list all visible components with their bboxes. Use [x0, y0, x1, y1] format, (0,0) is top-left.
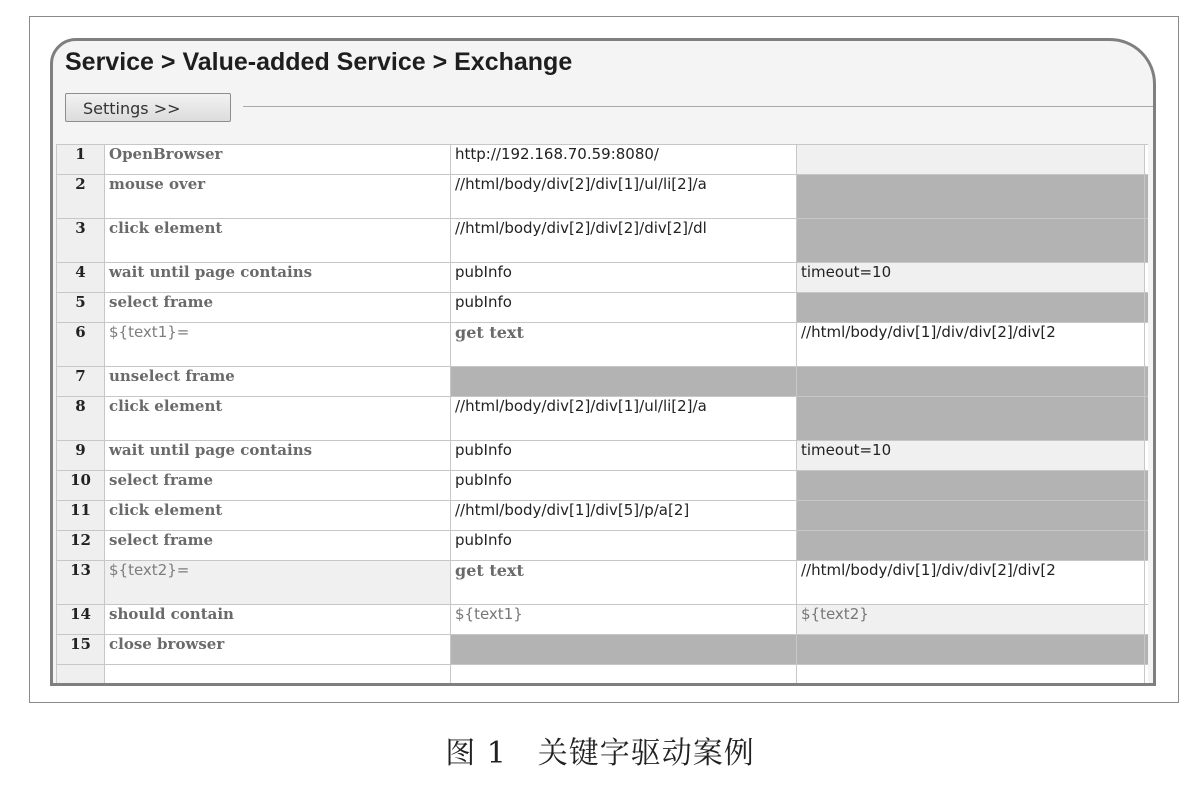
empty-cell[interactable]: [797, 501, 1145, 531]
row-number: 1: [57, 145, 105, 175]
row-number: 3: [57, 219, 105, 263]
empty-cell[interactable]: [797, 175, 1145, 219]
keyword-cell[interactable]: wait until page contains: [105, 441, 451, 471]
table-row: [57, 175, 1149, 219]
table-row: [57, 367, 1149, 397]
table-row: [57, 605, 1149, 635]
keyword-cell[interactable]: unselect frame: [105, 367, 451, 397]
argument-cell[interactable]: //html/body/div[1]/div/div[2]/div[2: [797, 323, 1145, 367]
table-row: [57, 145, 1149, 175]
figure-caption: 图 1 关键字驱动案例: [445, 736, 755, 771]
table-row: [57, 263, 1149, 293]
table-row: [57, 531, 1149, 561]
argument-cell[interactable]: //html/body/div[1]/div[5]/p/a[2]: [451, 501, 797, 531]
editor-panel: [50, 38, 1156, 686]
breadcrumb: Service > Value-added Service > Exchange: [65, 48, 573, 76]
keyword-cell[interactable]: select frame: [105, 531, 451, 561]
argument-cell[interactable]: //html/body/div[2]/div[2]/div[2]/dl: [451, 219, 797, 263]
row-number: 7: [57, 367, 105, 397]
keyword-cell[interactable]: wait until page contains: [105, 263, 451, 293]
table-row: [57, 501, 1149, 531]
table-row: [57, 665, 1149, 685]
argument-cell[interactable]: ${text2}: [797, 605, 1145, 635]
row-number: 10: [57, 471, 105, 501]
row-number: 14: [57, 605, 105, 635]
argument-cell[interactable]: http://192.168.70.59:8080/: [451, 145, 797, 175]
empty-cell[interactable]: [797, 531, 1145, 561]
keyword-cell[interactable]: click element: [105, 219, 451, 263]
keyword-cell[interactable]: mouse over: [105, 175, 451, 219]
empty-cell[interactable]: [451, 635, 797, 665]
table-row: [57, 293, 1149, 323]
empty-cell[interactable]: [797, 397, 1145, 441]
row-number: 13: [57, 561, 105, 605]
variable-cell[interactable]: ${text1}=: [105, 323, 451, 367]
keyword-cell[interactable]: get text: [451, 323, 797, 367]
argument-cell[interactable]: //html/body/div[2]/div[1]/ul/li[2]/a: [451, 175, 797, 219]
empty-cell[interactable]: [797, 635, 1145, 665]
keyword-cell[interactable]: select frame: [105, 293, 451, 323]
empty-cell[interactable]: [451, 367, 797, 397]
argument-cell[interactable]: //html/body/div[2]/div[1]/ul/li[2]/a: [451, 397, 797, 441]
table-row: [57, 471, 1149, 501]
row-number: 5: [57, 293, 105, 323]
keyword-table: [56, 144, 1148, 685]
table-row: [57, 441, 1149, 471]
row-number: 15: [57, 635, 105, 665]
row-number: 8: [57, 397, 105, 441]
empty-cell[interactable]: [797, 367, 1145, 397]
argument-cell[interactable]: //html/body/div[1]/div/div[2]/div[2: [797, 561, 1145, 605]
argument-cell[interactable]: pubInfo: [451, 263, 797, 293]
keyword-cell[interactable]: click element: [105, 397, 451, 441]
keyword-cell[interactable]: get text: [451, 561, 797, 605]
table-row: [57, 323, 1149, 367]
variable-cell[interactable]: ${text2}=: [105, 561, 451, 605]
empty-cell[interactable]: [797, 471, 1145, 501]
keyword-cell[interactable]: close browser: [105, 635, 451, 665]
row-number: 4: [57, 263, 105, 293]
table-row: [57, 219, 1149, 263]
argument-cell[interactable]: pubInfo: [451, 531, 797, 561]
argument-cell[interactable]: pubInfo: [451, 471, 797, 501]
argument-cell[interactable]: timeout=10: [797, 263, 1145, 293]
keyword-cell[interactable]: OpenBrowser: [105, 145, 451, 175]
row-number: 12: [57, 531, 105, 561]
row-number: 9: [57, 441, 105, 471]
keyword-cell[interactable]: select frame: [105, 471, 451, 501]
argument-cell[interactable]: pubInfo: [451, 293, 797, 323]
table-row: [57, 397, 1149, 441]
keyword-cell[interactable]: should contain: [105, 605, 451, 635]
table-row: [57, 561, 1149, 605]
argument-cell[interactable]: [797, 145, 1145, 175]
argument-cell[interactable]: pubInfo: [451, 441, 797, 471]
keyword-cell[interactable]: click element: [105, 501, 451, 531]
settings-button[interactable]: Settings >>: [65, 93, 231, 122]
settings-divider: [243, 106, 1156, 107]
argument-cell[interactable]: timeout=10: [797, 441, 1145, 471]
keyword-table-container: [56, 144, 1148, 686]
empty-cell[interactable]: [797, 293, 1145, 323]
empty-cell[interactable]: [797, 219, 1145, 263]
table-row: [57, 635, 1149, 665]
row-number: 2: [57, 175, 105, 219]
argument-cell[interactable]: ${text1}: [451, 605, 797, 635]
row-number: 11: [57, 501, 105, 531]
row-number: 6: [57, 323, 105, 367]
